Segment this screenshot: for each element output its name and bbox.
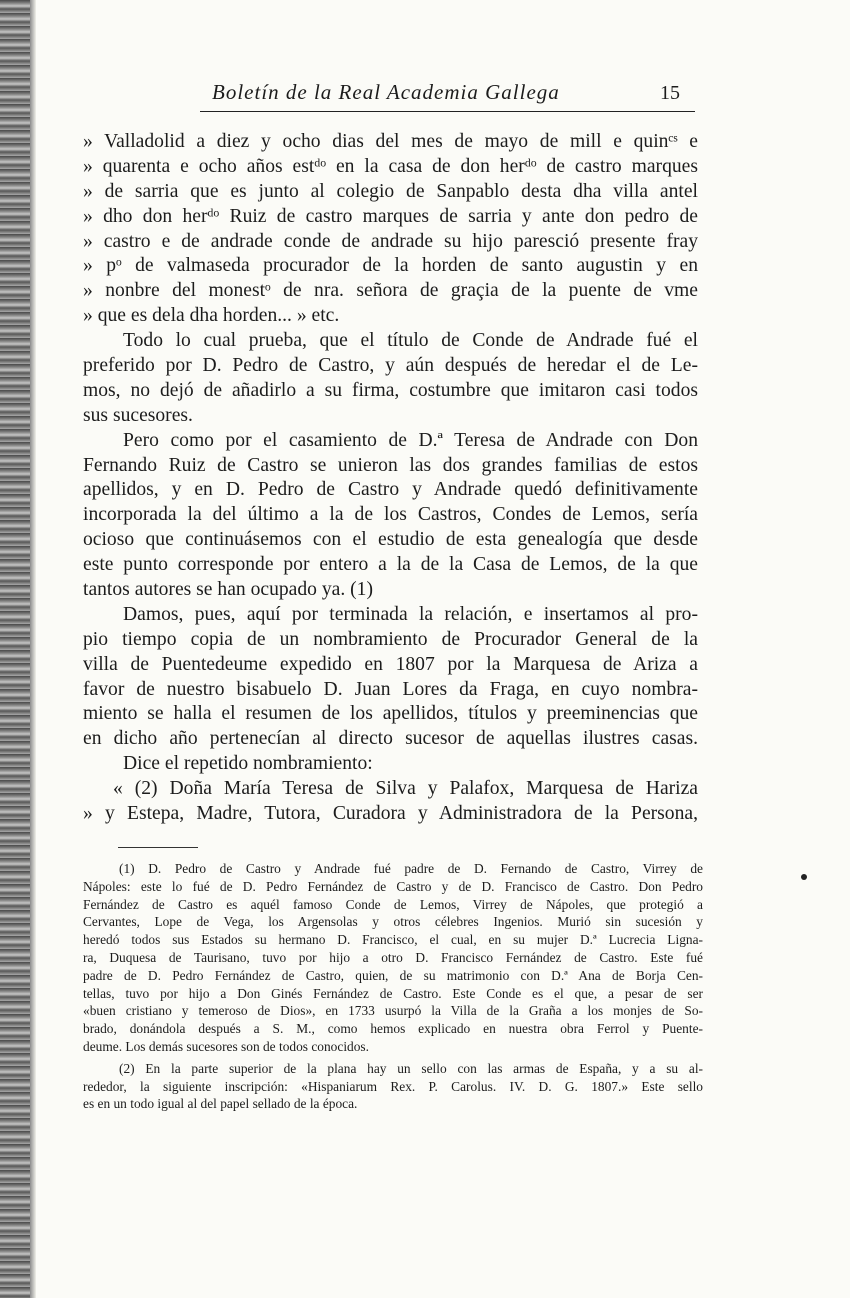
text-line: pio tiempo copia de un nombramiento de Procurador General de la	[83, 628, 698, 650]
footnote-line: tellas, tuvo por hijo a Don Ginés Fernández de Castro. Este Conde es el que, a pesar de ser	[83, 985, 703, 1001]
footnote-line: brado, donándola después a S. M., como hemos explicado en nuestra obra Ferrol y Puente-	[83, 1021, 703, 1037]
text-line: Fernando Ruiz de Castro se unieron las dos grandes familias de estos	[83, 454, 698, 476]
quote-line: » Valladolid a diez y ocho dias del mes de mayo de mill e quinᶜˢ e	[83, 131, 698, 152]
footnote-line: Cervantes, Lope de Vega, los Argensolas y otros célebres Ingenios. Murió sin sucesión y	[83, 914, 703, 930]
footnote-1	[83, 860, 703, 1056]
footnote-line: «buen cristiano y temeroso de Dios», en 1733 usurpó la Villa de la Graña a los monjes de So-	[83, 1003, 703, 1019]
paragraph-1	[83, 329, 698, 429]
footnote-line: padre de D. Pedro Fernández de Castro, quien, de su matrimonio con D.ª Ana de Borja Cen-	[83, 967, 703, 983]
quote-line: » dho don herᵈᵒ Ruiz de castro marques de sarria y ante don pedro de	[83, 205, 698, 227]
journal-title: Boletín de la Real Academia Gallega	[212, 80, 560, 104]
text-line: miento se halla el resumen de los apellidos, títulos y preeminencias que	[83, 703, 698, 725]
quote-block-1	[83, 130, 698, 329]
quote-line: » y Estepa, Madre, Tutora, Curadora y Administradora de la Persona,	[83, 803, 698, 825]
footnote-line: (1) D. Pedro de Castro y Andrade fué padre de D. Fernando de Castro, Virrey de	[119, 861, 703, 876]
text-line: tantos autores se han ocupado ya. (1)	[83, 579, 374, 601]
footnote-2	[83, 1060, 703, 1113]
quote-line: « (2) Doña María Teresa de Silva y Palafox, Marquesa de Hariza	[113, 778, 698, 800]
ink-speck	[801, 874, 807, 880]
running-header	[200, 78, 680, 112]
quote-line: » de sarria que es junto al colegio de Sanpablo desta dha villa antel	[83, 180, 698, 202]
quote-line: » pᵒ de valmaseda procurador de la horden de santo augustin y en	[83, 255, 698, 277]
text-line: Pero como por el casamiento de D.ª Teresa de Andrade con Don	[123, 429, 698, 451]
footnote-line: Nápoles: este lo fué de D. Pedro Fernández de Castro y de D. Francisco de Castro. Don Pedro	[83, 878, 703, 894]
binding-shadow	[30, 0, 36, 1298]
text-line: Todo lo cual prueba, que el título de Conde de Andrade fué el	[123, 330, 698, 352]
text-line: en dicho año pertenecían al directo sucesor de aquellas ilustres casas.	[83, 728, 698, 750]
quote-line: » nonbre del monestᵒ de nra. señora de graçia de la puente de vme	[83, 280, 698, 302]
footnote-line: rededor, la siguiente inscripción: «Hispaniarum Rex. P. Carolus. IV. D. G. 1807.» Este sello	[83, 1078, 703, 1094]
paragraph-2	[83, 429, 698, 603]
footnote-line: Fernández de Castro es aquél famoso Conde de Lemos, Virrey de Nápoles, que protegió a	[83, 896, 703, 912]
page-number: 15	[660, 82, 680, 104]
text-line: apellidos, y en D. Pedro de Castro y Andrade quedó definitivamente	[83, 479, 698, 501]
quote-line: » que es dela dha horden... » etc.	[83, 305, 340, 327]
quote-line: » castro e de andrade conde de andrade su hijo paresció presente fray	[83, 230, 698, 252]
quote-line: » quarenta e ocho años estᵈᵒ en la casa de don herᵈᵒ de castro marques	[83, 155, 698, 177]
text-line: favor de nuestro bisabuelo D. Juan Lores da Fraga, en cuyo nombra-	[83, 678, 698, 700]
text-line: sus sucesores.	[83, 404, 193, 426]
footnote-line: heredó todos sus Estados su hermano D. Francisco, el cual, en su mujer D.ª Lucrecia Ligna-	[83, 932, 703, 948]
footnote-line: deume. Los demás sucesores son de todos conocidos.	[83, 1038, 369, 1054]
text-line: preferido por D. Pedro de Castro, y aún después de heredar el de Le-	[83, 355, 698, 377]
paragraph-4	[83, 752, 698, 777]
footnote-rule	[118, 847, 198, 848]
book-binding-edge	[0, 0, 30, 1298]
footnotes	[83, 860, 703, 1117]
text-line: ocioso que continuásemos con el estudio de esta genealogía que desde	[83, 529, 698, 551]
quote-block-2	[83, 777, 698, 827]
text-line: Damos, pues, aquí por terminada la relación, e insertamos al pro-	[123, 603, 698, 625]
text-line: mos, no dejó de añadirlo a su firma, costumbre que imitaron casi todos	[83, 379, 698, 401]
text-line: este punto corresponde por entero a la de la Casa de Lemos, de la que	[83, 554, 698, 576]
footnote-line: es en un todo igual al del papel sellado de la época.	[83, 1096, 358, 1112]
paragraph-3	[83, 603, 698, 752]
footnote-line: (2) En la parte superior de la plana hay un sello con las armas de España, y a su al-	[119, 1060, 703, 1076]
main-text	[83, 130, 698, 827]
text-line: Dice el repetido nombramiento:	[123, 753, 373, 775]
text-line: villa de Puentedeume expedido en 1807 por la Marquesa de Ariza a	[83, 653, 698, 675]
header-rule	[200, 111, 695, 112]
footnote-line: ra, Duquesa de Taurisano, tuvo por hijo a otro D. Francisco Fernández de Castro. Este fué	[83, 949, 703, 965]
text-line: incorporada la del último a la de los Castros, Condes de Lemos, sería	[83, 504, 698, 526]
